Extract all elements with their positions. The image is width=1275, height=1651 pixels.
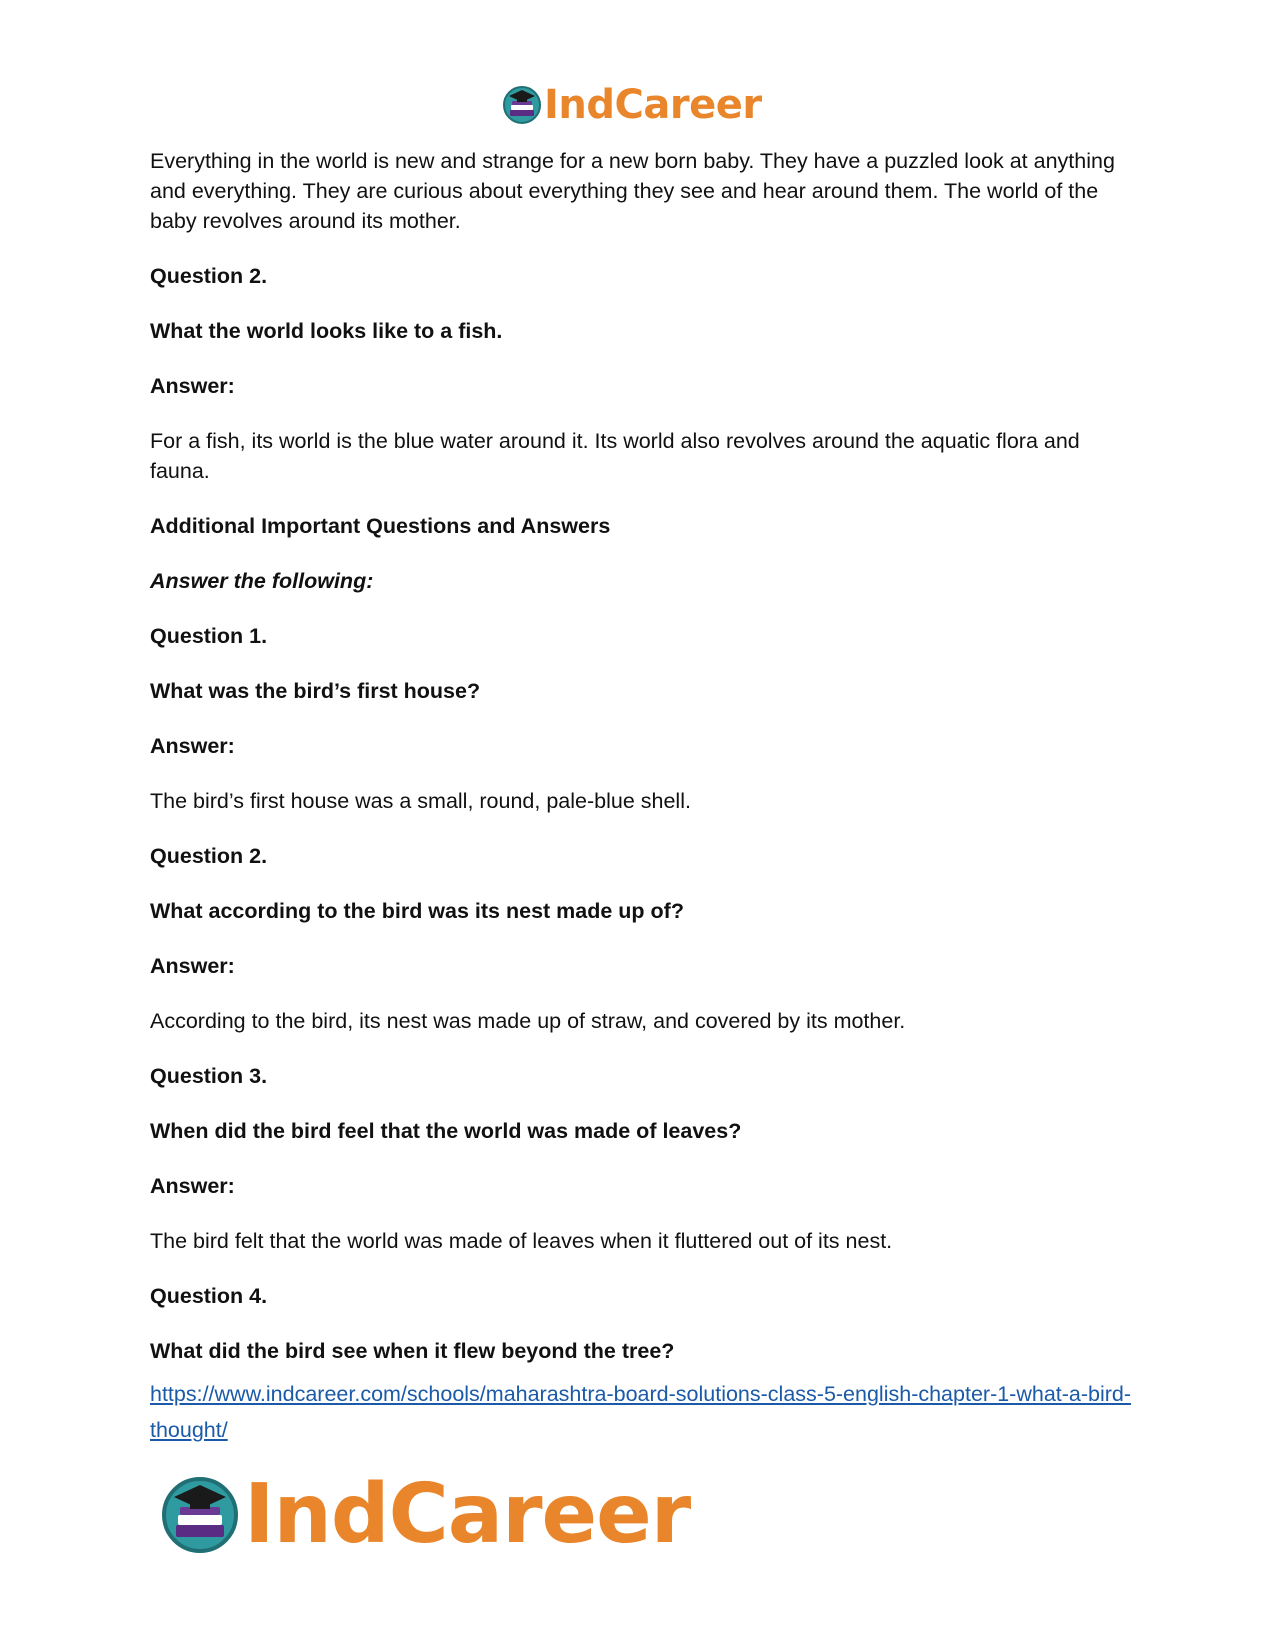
graduation-book-icon: [160, 1475, 240, 1555]
answer-text: The bird felt that the world was made of leaves when it fluttered out of its nest.: [150, 1229, 893, 1253]
question-text: What did the bird see when it flew beyond the tree?: [150, 1339, 675, 1363]
question-text: When did the bird feel that the world was made of leaves?: [150, 1119, 742, 1143]
answer-text: The bird’s first house was a small, round, pale-blue shell.: [150, 789, 691, 813]
intro-paragraph: Everything in the world is new and strange for a new born baby. They have a puzzled look at anything and everything. They are curious about everything they see and hear around them. The world of the baby revolves around its mother.: [150, 149, 1115, 233]
header-logo: [502, 80, 762, 130]
answer-label: Answer:: [150, 374, 235, 398]
graduation-book-icon: [502, 85, 542, 125]
answer-text: According to the bird, its nest was made up of straw, and covered by its mother.: [150, 1009, 906, 1033]
source-link[interactable]: https://www.indcareer.com/schools/maharashtra-board-solutions-class-5-english-chapter-1-what-a-bird-thought/: [150, 1382, 1132, 1442]
document-body: [150, 146, 1135, 1448]
answer-label: Answer:: [150, 734, 235, 758]
answer-text: For a fish, its world is the blue water around it. Its world also revolves around the aquatic flora and fauna.: [150, 429, 1080, 483]
question-label: Question 2.: [150, 264, 268, 288]
section-title: Additional Important Questions and Answers: [150, 514, 611, 538]
answer-label: Answer:: [150, 954, 235, 978]
answer-label: Answer:: [150, 1174, 235, 1198]
section-subtitle: Answer the following:: [150, 569, 374, 593]
question-label: Question 3.: [150, 1064, 268, 1088]
question-text: What the world looks like to a fish.: [150, 319, 503, 343]
question-label: Question 4.: [150, 1284, 268, 1308]
question-text: What was the bird’s first house?: [150, 679, 481, 703]
question-label: Question 1.: [150, 624, 268, 648]
question-text: What according to the bird was its nest made up of?: [150, 899, 684, 923]
logo-text: IndCareer: [244, 1467, 691, 1562]
logo-text: IndCareer: [544, 82, 762, 128]
footer-logo: [160, 1467, 691, 1562]
question-label: Question 2.: [150, 844, 268, 868]
